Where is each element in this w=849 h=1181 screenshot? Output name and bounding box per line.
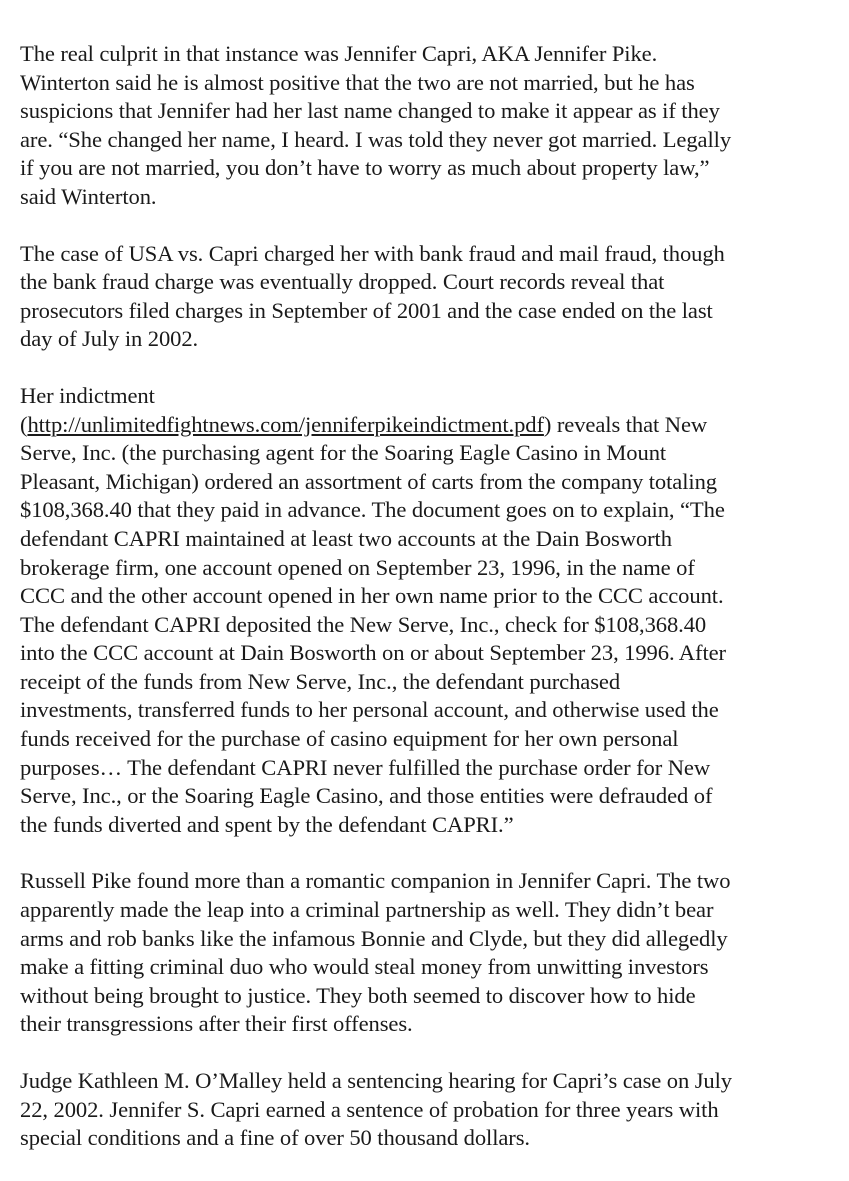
text-line: day of July in 2002. bbox=[20, 326, 199, 352]
text-line-with-link bbox=[20, 411, 835, 440]
text-line: without being brought to justice. They both seemed to discover how to hide bbox=[20, 982, 696, 1008]
text-line: into the CCC account at Dain Bosworth on or about September 23, 1996. After bbox=[20, 640, 726, 666]
text-line: The real culprit in that instance was Jennifer Capri, AKA Jennifer Pike. bbox=[20, 41, 658, 66]
link-open-paren: ( bbox=[20, 411, 28, 437]
text-line: brokerage firm, one account opened on September 23, 1996, in the name of bbox=[20, 554, 695, 580]
text-line: 22, 2002. Jennifer S. Capri earned a sentence of probation for three years with bbox=[20, 1096, 719, 1122]
text-line: investments, transferred funds to her personal account, and otherwise used the bbox=[20, 697, 719, 723]
paragraph-indictment bbox=[20, 382, 835, 840]
text-line: suspicions that Jennifer had her last name changed to make it appear as if they bbox=[20, 98, 720, 124]
paragraph-partnership bbox=[20, 867, 835, 1039]
text-line: Her indictment bbox=[20, 382, 155, 408]
indictment-pdf-link[interactable]: http://unlimitedfightnews.com/jenniferpikeindictment.pdf bbox=[27, 411, 544, 437]
text-line: make a fitting criminal duo who would steal money from unwitting investors bbox=[20, 954, 709, 980]
text-line: are. “She changed her name, I heard. I was told they never got married. Legally bbox=[20, 126, 732, 152]
document-body bbox=[20, 40, 835, 1181]
text-line: prosecutors filed charges in September of 2001 and the case ended on the last bbox=[20, 297, 713, 323]
text-line: Judge Kathleen M. O’Malley held a sentencing hearing for Capri’s case on July bbox=[20, 1068, 732, 1093]
text-line: $108,368.40 that they paid in advance. The document goes on to explain, “The bbox=[20, 497, 725, 523]
text-line: defendant CAPRI maintained at least two accounts at the Dain Bosworth bbox=[20, 525, 672, 551]
text-line: Winterton said he is almost positive that the two are not married, but he has bbox=[20, 69, 695, 95]
text-line: if you are not married, you don’t have to worry as much about property law,” bbox=[20, 155, 710, 181]
text-line: Serve, Inc. (the purchasing agent for the Soaring Eagle Casino in Mount bbox=[20, 440, 667, 466]
paragraph-case bbox=[20, 240, 835, 354]
text-line: CCC and the other account opened in her own name prior to the CCC account. bbox=[20, 583, 724, 609]
text-line: funds received for the purchase of casino equipment for her own personal bbox=[20, 726, 679, 752]
text-line: special conditions and a fine of over 50 thousand dollars. bbox=[20, 1125, 530, 1151]
text-line: Serve, Inc., or the Soaring Eagle Casino, and those entities were defrauded of bbox=[20, 783, 713, 809]
text-line: the funds diverted and spent by the defendant CAPRI.” bbox=[20, 811, 514, 837]
text-line: their transgressions after their first offenses. bbox=[20, 1011, 413, 1037]
text-line: receipt of the funds from New Serve, Inc., the defendant purchased bbox=[20, 668, 621, 694]
text-line: The defendant CAPRI deposited the New Serve, Inc., check for $108,368.40 bbox=[20, 611, 707, 637]
text-line: Pleasant, Michigan) ordered an assortment of carts from the company totaling bbox=[20, 468, 717, 494]
paragraph-sentencing bbox=[20, 1067, 835, 1153]
text-line: arms and rob banks like the infamous Bonnie and Clyde, but they did allegedly bbox=[20, 925, 728, 951]
text-line: the bank fraud charge was eventually dropped. Court records reveal that bbox=[20, 269, 665, 295]
text-line: apparently made the leap into a criminal partnership as well. They didn’t bear bbox=[20, 897, 714, 923]
text-line: The case of USA vs. Capri charged her with bank fraud and mail fraud, though bbox=[20, 240, 725, 266]
text-line: Russell Pike found more than a romantic companion in Jennifer Capri. The two bbox=[20, 868, 731, 894]
text-line: purposes… The defendant CAPRI never fulfilled the purchase order for New bbox=[20, 754, 711, 780]
text-line: said Winterton. bbox=[20, 183, 157, 209]
link-trailing-text: ) reveals that New bbox=[543, 411, 708, 437]
paragraph-culprit bbox=[20, 40, 835, 212]
